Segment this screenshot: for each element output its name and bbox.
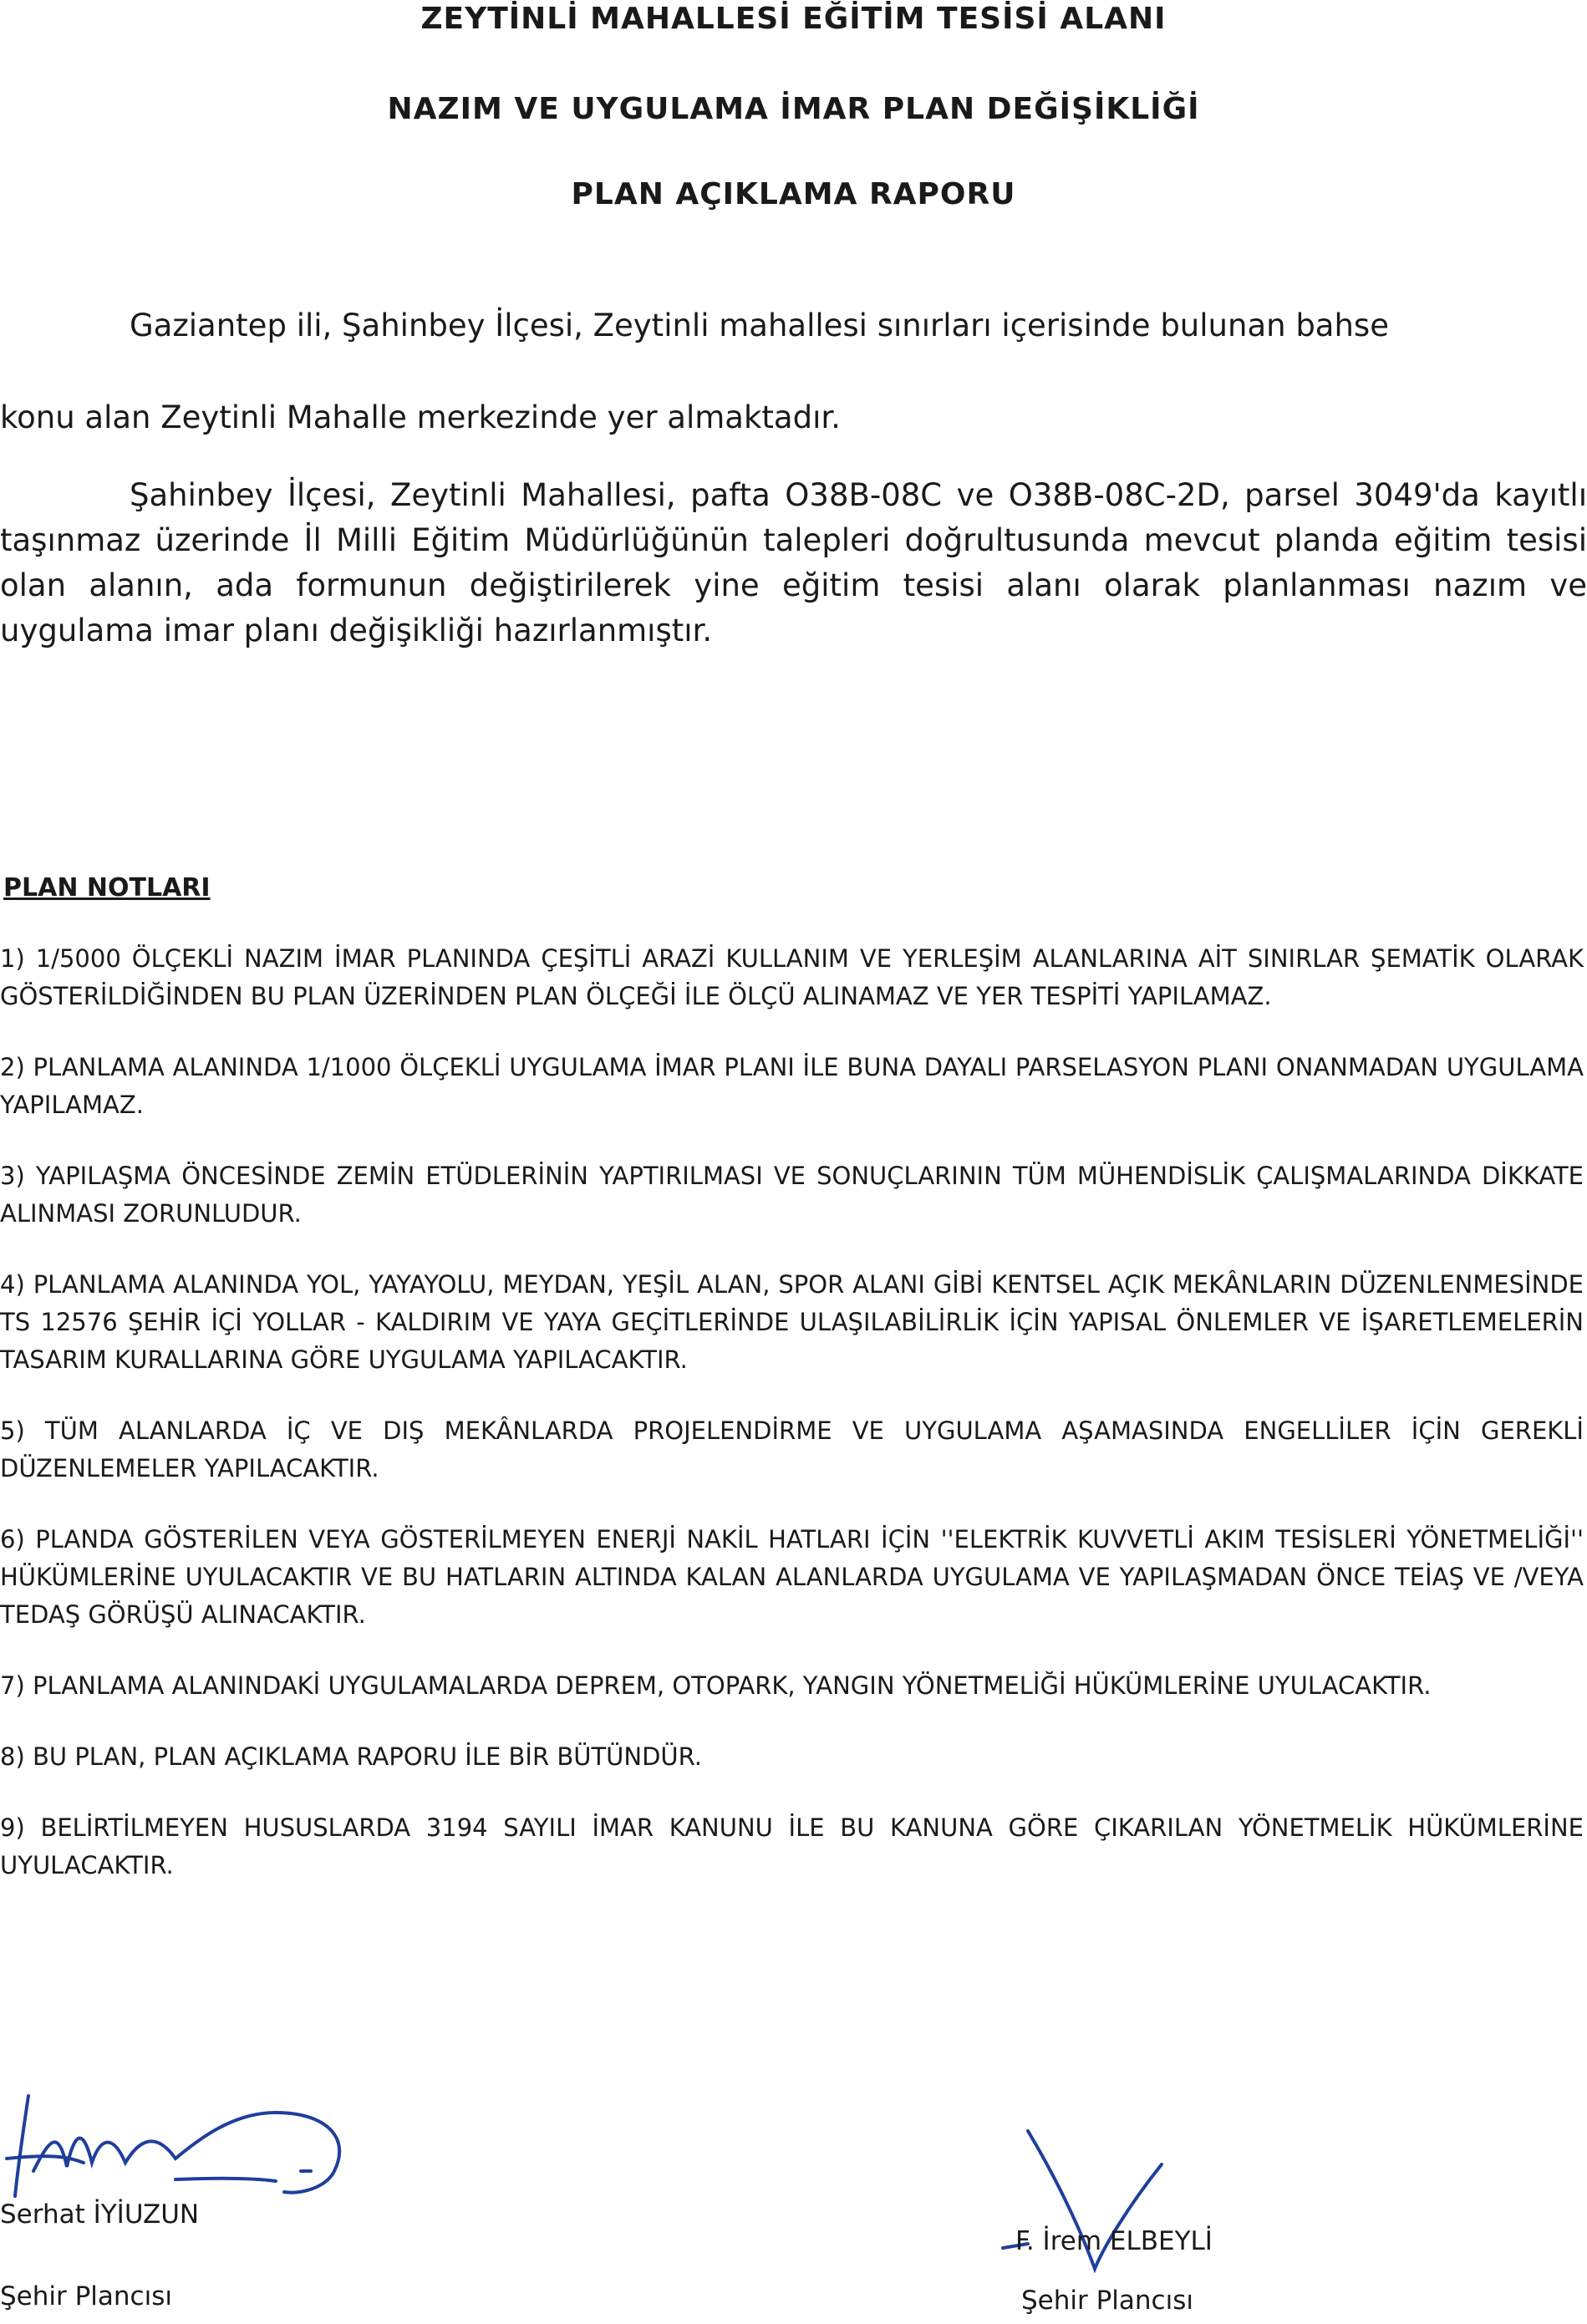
plan-note-7: 7) PLANLAMA ALANINDAKİ UYGULAMALARDA DEPREM, OTOPARK, YANGIN YÖNETMELİĞİ HÜKÜMLERİNE UYULACAKTIR. bbox=[0, 1671, 1432, 1700]
plan-note-6: 6) PLANDA GÖSTERİLEN VEYA GÖSTERİLMEYEN ENERJİ NAKİL HATLARI İÇİN ''ELEKTRİK KUVVETLİ AKIM TESİSLERİ YÖNETMELİĞİ'' HÜKÜMLERİNE UYULACAKTIR VE BU HATLARIN ALTINDA KALAN ALANLARDA UYGULAMA VE YAPILAŞMADAN ÖNCE TEİAŞ VE /VEYA TEDAŞ GÖRÜŞÜ ALINACAKTIR. bbox=[0, 1525, 1584, 1629]
title-line-3: PLAN AÇIKLAMA RAPORU bbox=[571, 177, 1016, 211]
plan-notes-heading: PLAN NOTLARI bbox=[3, 873, 211, 903]
signatory-left-title: Şehir Plancısı bbox=[0, 2281, 172, 2311]
plan-note-1: 1) 1/5000 ÖLÇEKLİ NAZIM İMAR PLANINDA ÇEŞİTLİ ARAZİ KULLANIM VE YERLEŞİM ALANLARINA AİT SINIRLAR ŞEMATİK OLARAK GÖSTERİLDİĞİNDEN BU PLAN ÜZERİNDEN PLAN ÖLÇEĞİ İLE ÖLÇÜ ALINAMAZ VE YER TESPİTİ YAPILAMAZ. bbox=[0, 944, 1584, 1010]
signature-right-handwriting bbox=[994, 2123, 1245, 2281]
plan-note-2: 2) PLANLAMA ALANINDA 1/1000 ÖLÇEKLİ UYGULAMA İMAR PLANI İLE BUNA DAYALI PARSELASYON PLANI ONANMADAN UYGULAMA YAPILAMAZ. bbox=[0, 1053, 1584, 1119]
signature-left-handwriting bbox=[0, 2079, 368, 2204]
plan-notes-list bbox=[0, 940, 1584, 1918]
plan-note-9: 9) BELİRTİLMEYEN HUSUSLARDA 3194 SAYILI İMAR KANUNU İLE BU KANUNA GÖRE ÇIKARILAN YÖNETMELİK HÜKÜMLERİNE UYULACAKTIR. bbox=[0, 1813, 1584, 1879]
plan-note-5: 5) TÜM ALANLARDA İÇ VE DIŞ MEKÂNLARDA PROJELENDİRME VE UYGULAMA AŞAMASINDA ENGELLİLER İÇİN GEREKLİ DÜZENLEMELER YAPILACAKTIR. bbox=[0, 1416, 1584, 1482]
plan-note-8: 8) BU PLAN, PLAN AÇIKLAMA RAPORU İLE BİR BÜTÜNDÜR. bbox=[0, 1742, 702, 1771]
description-paragraph: Şahinbey İlçesi, Zeytinli Mahallesi, pafta O38B-08C ve O38B-08C-2D, parsel 3049'da kayıtlı taşınmaz üzerinde İl Milli Eğitim Müdürlüğünün talepleri doğrultusunda mevcut planda eğitim tesisi olan alanın, ada formunun değiştirilerek yine eğitim tesisi alanı olarak planlanması nazım ve uygulama imar planı değişikliği hazırlanmıştır. bbox=[0, 477, 1587, 648]
signatory-right-title: Şehir Plancısı bbox=[1021, 2286, 1193, 2316]
intro-paragraph: Gaziantep ili, Şahinbey İlçesi, Zeytinli mahallesi sınırları içerisinde bulunan bahse konu alan Zeytinli Mahalle merkezinde yer almaktadır. bbox=[0, 308, 1389, 435]
title-line-2: NAZIM VE UYGULAMA İMAR PLAN DEĞİŞİKLİĞİ bbox=[387, 92, 1200, 126]
signatory-right-name: F. İrem ELBEYLİ bbox=[1015, 2226, 1213, 2256]
plan-note-3: 3) YAPILAŞMA ÖNCESİNDE ZEMİN ETÜDLERİNİN YAPTIRILMASI VE SONUÇLARININ TÜM MÜHENDİSLİK ÇALIŞMALARINDA DİKKATE ALINMASI ZORUNLUDUR. bbox=[0, 1162, 1584, 1228]
title-line-1: ZEYTİNLİ MAHALLESİ EĞİTİM TESİSİ ALANI bbox=[420, 2, 1167, 36]
plan-note-4: 4) PLANLAMA ALANINDA YOL, YAYAYOLU, MEYDAN, YEŞİL ALAN, SPOR ALANI GİBİ KENTSEL AÇIK MEKÂNLARIN DÜZENLENMESİNDE TS 12576 ŞEHİR İÇİ YOLLAR - KALDIRIM VE YAYA GEÇİTLERİNDE ULAŞILABİLİRLİK İÇİN YAPISAL ÖNLEMLER VE İŞARETLEMELERİN TASARIM KURALLARINA GÖRE UYGULAMA YAPILACAKTIR. bbox=[0, 1270, 1584, 1374]
signatory-left-name: Serhat İYİUZUN bbox=[0, 2199, 200, 2230]
